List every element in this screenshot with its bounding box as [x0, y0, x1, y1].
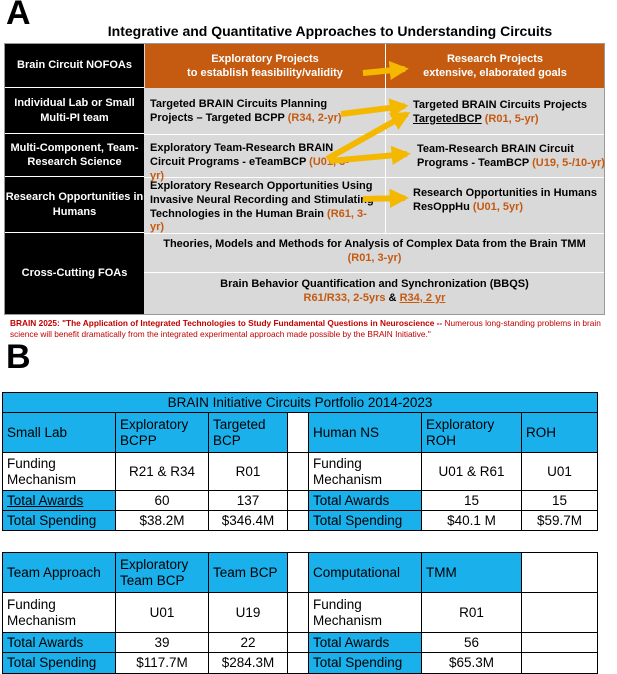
header-small-lab: Small Lab — [2, 412, 116, 453]
panel-b-letter: B — [6, 338, 31, 376]
mechanism-code: (R01, 3-yr) — [347, 251, 402, 264]
ampersand: & — [385, 291, 400, 304]
label-total-awards: Total Awards — [308, 490, 422, 511]
quote-rest: Numerous long-standing problems in brain science will benefit dramatically from the integrated experimental approach made possible by the BRAIN Initiative." — [10, 318, 601, 339]
arrow-row3 — [363, 198, 405, 199]
spacer-cell — [287, 592, 309, 633]
label-total-awards: Total Awards — [2, 632, 116, 653]
value-roh-mechanism: U01 — [521, 452, 598, 491]
header-targeted-bcp: Targeted BCP — [208, 412, 288, 453]
value-exp-team-spending: $117.7M — [115, 652, 209, 674]
mechanism-code: R34, 2 yr — [399, 291, 446, 304]
header-roh: ROH — [521, 412, 598, 453]
spacer-cell — [287, 490, 309, 511]
mechanism-code: (U19, 5-/10-yr) — [532, 156, 605, 169]
label-total-spending: Total Spending — [2, 652, 116, 674]
label-funding-mechanism: Funding Mechanism — [2, 592, 116, 633]
label-funding-mechanism: Funding Mechanism — [308, 452, 422, 491]
panel-a-letter: A — [6, 0, 31, 32]
panel-a-title: Integrative and Quantitative Approaches to Understanding Circuits — [107, 23, 553, 39]
header-exploratory-roh: Exploratory ROH — [421, 412, 522, 453]
header-human-ns: Human NS — [308, 412, 422, 453]
label-total-spending: Total Spending — [308, 652, 422, 674]
arrow-header — [363, 69, 405, 73]
value-team-bcp-mechanism: U19 — [208, 592, 288, 633]
value-exp-team-awards: 39 — [115, 632, 209, 653]
header-exploratory-line1: Exploratory Projects — [211, 52, 319, 65]
label-total-awards: Total Awards — [308, 632, 422, 653]
mechanism-code: (R61, 3-yr) — [150, 207, 367, 234]
mechanism-code: (U01, 5yr) — [472, 200, 524, 213]
value-exp-roh-awards: 15 — [421, 490, 522, 511]
research-text-line1: Team-Research BRAIN Circuit — [417, 143, 574, 155]
empty-cell — [521, 632, 598, 653]
label-total-awards: Total Awards — [2, 490, 116, 511]
value-exp-bcpp-spending: $38.2M — [115, 510, 209, 531]
value-exp-bcpp-awards: 60 — [115, 490, 209, 511]
research-text-line1: Research Opportunities in Humans — [413, 187, 597, 199]
exploratory-text: Exploratory Research Opportunities Using Invasive Neural Recording and Stimulating Technologies in the Human Brain — [150, 180, 374, 220]
research-text-line2: ResOppHu — [413, 200, 470, 213]
exploratory-text: Targeted BRAIN Circuits Planning Projects – Targeted BCPP — [150, 98, 328, 124]
label-total-spending: Total Spending — [2, 510, 116, 531]
arrow-row1 — [341, 106, 405, 114]
value-tmm-mechanism: R01 — [421, 592, 522, 633]
value-targeted-bcp-awards: 137 — [208, 490, 288, 511]
value-roh-awards: 15 — [521, 490, 598, 511]
empty-cell — [521, 652, 598, 674]
circuits-nofoa-grid — [4, 43, 605, 315]
row-label-human-research: Research Opportunities in Humans — [5, 177, 144, 233]
value-exp-roh-mechanism: U01 & R61 — [421, 452, 522, 491]
header-exploratory-team-bcp: Exploratory Team BCP — [115, 552, 209, 593]
spacer-cell — [287, 552, 309, 593]
empty-cell — [521, 552, 598, 593]
label-total-spending: Total Spending — [308, 510, 422, 531]
value-exp-team-mechanism: U01 — [115, 592, 209, 633]
header-research-line2: extensive, elaborated goals — [423, 67, 567, 79]
value-team-bcp-spending: $284.3M — [208, 652, 288, 674]
value-exp-roh-spending: $40.1 M — [421, 510, 522, 531]
quote-bold: BRAIN 2025: "The Application of Integrated Technologies to Study Fundamental Questions in Neuroscience -- — [10, 318, 443, 328]
spacer-cell — [287, 412, 309, 453]
research-text-line2: TargetedBCP — [413, 112, 482, 125]
exploratory-text: Exploratory Team-Research BRAIN Circuit Programs - eTeamBCP — [150, 142, 334, 168]
portfolio-title: BRAIN Initiative Circuits Portfolio 2014-2023 — [2, 392, 598, 413]
header-team-bcp: Team BCP — [208, 552, 288, 593]
header-exploratory-line2: to establish feasibility/validity — [187, 67, 343, 79]
transition-arrows — [5, 44, 604, 314]
cross-cutting-item2-text: Brain Behavior Quantification and Synchronization (BBQS) — [220, 278, 529, 290]
header-exploratory-bcpp: Exploratory BCPP — [115, 412, 209, 453]
row-label-cross-cutting: Cross-Cutting FOAs — [5, 233, 144, 314]
row-label-multi-component: Multi-Component, Team-Research Science — [5, 134, 144, 177]
value-exp-bcpp-mechanism: R21 & R34 — [115, 452, 209, 491]
label-funding-mechanism: Funding Mechanism — [2, 452, 116, 491]
header-research-line1: Research Projects — [446, 52, 543, 65]
value-tmm-awards: 56 — [421, 632, 522, 653]
research-text-line1: Targeted BRAIN Circuits Projects — [413, 99, 588, 111]
value-team-bcp-awards: 22 — [208, 632, 288, 653]
header-team-approach: Team Approach — [2, 552, 116, 593]
spacer-cell — [287, 452, 309, 491]
arrow-row2 — [330, 154, 407, 161]
header-computational: Computational — [308, 552, 422, 593]
research-text-line2: Programs - TeamBCP — [417, 156, 530, 169]
portfolio-table — [2, 392, 598, 674]
row-label-individual-lab: Individual Lab or Small Multi-PI team — [5, 88, 144, 134]
empty-cell — [521, 592, 598, 633]
mechanism-code: R61/R33, 2-5yrs — [303, 291, 386, 304]
header-brain-circuit-nofoas: Brain Circuit NOFOAs — [5, 44, 144, 88]
mechanism-code: (U01, 3-yr) — [150, 155, 349, 182]
spacer-cell — [287, 632, 309, 653]
header-tmm: TMM — [421, 552, 522, 593]
value-roh-spending: $59.7M — [521, 510, 598, 531]
mechanism-code: (R34, 2-yr) — [287, 111, 342, 124]
spacer-cell — [287, 510, 309, 531]
mechanism-code: (R01, 5-yr) — [484, 112, 539, 125]
brain-2025-quote — [10, 318, 610, 340]
label-funding-mechanism: Funding Mechanism — [308, 592, 422, 633]
value-targeted-bcp-spending: $346.4M — [208, 510, 288, 531]
value-targeted-bcp-mechanism: R01 — [208, 452, 288, 491]
value-tmm-spending: $65.3M — [421, 652, 522, 674]
cross-cutting-item1-text: Theories, Models and Methods for Analysis of Complex Data from the Brain TMM — [163, 238, 586, 250]
spacer-cell — [287, 652, 309, 674]
